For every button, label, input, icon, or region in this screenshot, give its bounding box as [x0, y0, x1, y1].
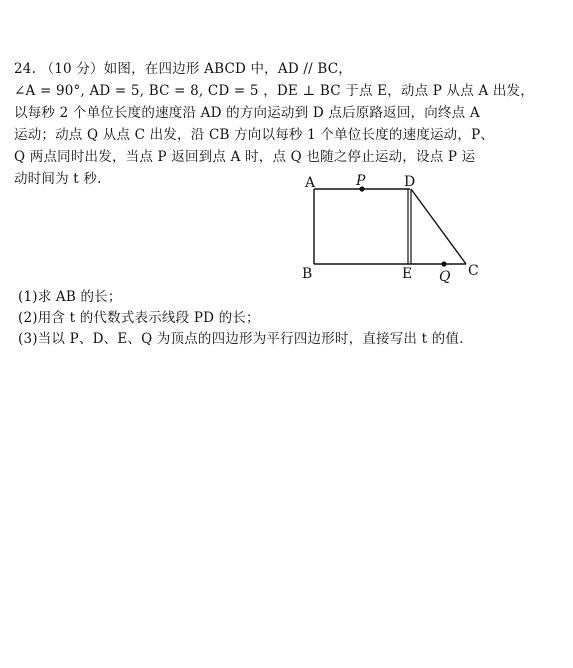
label-a: A: [305, 175, 316, 191]
problem-line: ∠A = 90°, AD = 5, BC = 8, CD = 5 ，DE ⊥ BC 于点 E，动点 P 从点 A 出发，: [14, 83, 534, 99]
problem-line: 以每秒 2 个单位长度的速度沿 AD 的方向运动到 D 点后原路返回，向终点 A: [14, 105, 480, 121]
segment-dc: [411, 189, 466, 264]
question-1: (1)求 AB 的长；: [18, 289, 122, 305]
point-q-dot: [441, 261, 446, 266]
problem-line: 运动；动点 Q 从点 C 出发，沿 CB 方向以每秒 1 个单位长度的速度运动，P、: [14, 127, 495, 143]
question-2: (2)用含 t 的代数式表示线段 PD 的长；: [18, 310, 260, 326]
problem-line: Q 两点同时出发，当点 P 返回到点 A 时，点 Q 也随之停止运动，设点 P 运: [14, 149, 476, 165]
label-d: D: [404, 174, 416, 190]
label-e: E: [402, 266, 413, 282]
label-c: C: [468, 263, 479, 279]
problem-line: 24. （10 分）如图，在四边形 ABCD 中，AD // BC，: [14, 61, 352, 77]
sub-questions: [18, 287, 548, 350]
quadrilateral-diagram: [296, 168, 496, 286]
geometry-figure: [296, 168, 496, 286]
label-b: B: [302, 266, 313, 282]
label-q: Q: [439, 269, 451, 285]
problem-line: 动时间为 t 秒.: [14, 171, 102, 187]
question-3: (3)当以 P、D、E、Q 为顶点的四边形为平行四边形时，直接写出 t 的值.: [18, 331, 464, 347]
label-p: P: [356, 173, 366, 189]
